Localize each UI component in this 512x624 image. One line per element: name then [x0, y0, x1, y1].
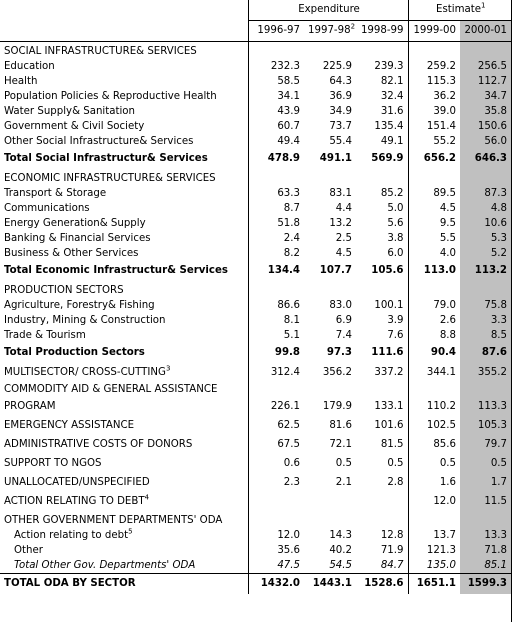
value-cell: 79.7 — [460, 435, 511, 454]
row-label-text: Health — [4, 76, 38, 87]
value-cell: 54.5 — [329, 560, 352, 571]
value-cell: 5.1 — [248, 328, 304, 343]
row-label-text: Population Policies & Reproductive Health — [4, 91, 217, 102]
value-cell: 31.6 — [380, 106, 404, 117]
value-cell: 99.8 — [248, 343, 304, 363]
value-cell — [356, 492, 408, 511]
table-row — [0, 543, 511, 558]
row-label — [0, 169, 248, 186]
value-cell: 656.2 — [408, 149, 460, 169]
value-cell: 1528.6 — [356, 574, 408, 595]
value-cell: 12.0 — [248, 528, 304, 543]
value-cell: 13.3 — [460, 528, 511, 543]
category-row — [0, 397, 511, 416]
value-cell — [460, 42, 511, 60]
value-cell: 7.4 — [335, 330, 352, 341]
row-label — [0, 89, 248, 104]
row-label-text: SOCIAL INFRASTRUCTURE& SERVICES — [4, 46, 197, 57]
table-row — [0, 104, 511, 119]
value-cell: 1.7 — [460, 473, 511, 492]
section-heading — [0, 42, 511, 60]
value-cell: 8.1 — [248, 313, 304, 328]
value-cell: 58.5 — [248, 74, 304, 89]
value-cell: 2.1 — [335, 477, 352, 488]
table-row — [0, 59, 511, 74]
value-cell: 67.5 — [248, 435, 304, 454]
expenditure-header: Expenditure — [248, 0, 408, 21]
value-cell: 87.6 — [460, 343, 511, 363]
row-label — [0, 313, 248, 328]
category-row — [0, 454, 511, 473]
value-cell: 1651.1 — [408, 574, 460, 595]
row-label — [0, 473, 248, 492]
value-cell: 62.5 — [248, 416, 304, 435]
row-label-text: OTHER GOVERNMENT DEPARTMENTS' ODA — [4, 515, 223, 526]
year-header: 1996-97 — [248, 21, 304, 42]
value-cell: 646.3 — [460, 149, 511, 169]
value-cell: 105.6 — [371, 265, 404, 276]
value-cell: 256.5 — [460, 59, 511, 74]
value-cell: 115.3 — [408, 74, 460, 89]
row-label-text: PRODUCTION SECTORS — [4, 285, 124, 296]
subtotal-row — [0, 343, 511, 363]
value-cell: 85.1 — [460, 558, 511, 574]
row-label — [0, 574, 248, 595]
value-cell: 83.1 — [329, 188, 352, 199]
section-heading — [0, 281, 511, 298]
value-cell: 87.3 — [460, 186, 511, 201]
value-cell: 11.5 — [460, 492, 511, 511]
row-label — [0, 397, 248, 416]
value-cell: 36.9 — [329, 91, 352, 102]
row-label-text: Total Production Sectors — [4, 347, 145, 358]
value-cell: 85.6 — [408, 435, 460, 454]
value-cell: 34.7 — [460, 89, 511, 104]
value-cell: 150.6 — [460, 119, 511, 134]
value-cell: 1.6 — [408, 473, 460, 492]
table-row — [0, 231, 511, 246]
value-cell: 51.8 — [248, 216, 304, 231]
row-label — [0, 543, 248, 558]
value-cell: 35.6 — [248, 543, 304, 558]
value-cell: 63.3 — [248, 186, 304, 201]
value-cell: 13.2 — [329, 218, 352, 229]
value-cell: 90.4 — [408, 343, 460, 363]
row-label — [0, 528, 248, 543]
category-row — [0, 435, 511, 454]
value-cell — [248, 511, 304, 528]
value-cell: 97.3 — [326, 347, 352, 358]
value-cell: 232.3 — [248, 59, 304, 74]
value-cell: 40.2 — [329, 545, 352, 556]
value-cell: 239.3 — [374, 61, 404, 72]
value-cell: 2.5 — [335, 233, 352, 244]
row-label-text: Trade & Tourism — [4, 330, 86, 341]
value-cell: 82.1 — [380, 76, 404, 87]
value-cell: 55.4 — [329, 136, 352, 147]
value-cell: 86.6 — [248, 298, 304, 313]
value-cell — [248, 42, 304, 60]
subtotal-row — [0, 261, 511, 281]
value-cell: 34.9 — [329, 106, 352, 117]
value-cell — [356, 42, 408, 60]
value-cell: 9.5 — [408, 216, 460, 231]
table-row — [0, 201, 511, 216]
value-cell: 133.1 — [374, 401, 404, 412]
value-cell: 1443.1 — [304, 574, 356, 595]
header-group-row — [0, 0, 511, 21]
value-cell: 312.4 — [248, 363, 304, 382]
estimate-footnote: 1 — [481, 1, 486, 10]
row-label — [0, 149, 248, 169]
category-row — [0, 363, 511, 382]
value-cell: 135.0 — [408, 558, 460, 574]
row-label — [0, 298, 248, 313]
value-cell: 0.5 — [387, 458, 404, 469]
footnote-marker: 3 — [165, 364, 171, 373]
value-cell: 1599.3 — [460, 574, 511, 595]
row-label-text: Business & Other Services — [4, 248, 139, 259]
value-cell: 81.6 — [329, 420, 352, 431]
value-cell: 135.4 — [374, 121, 404, 132]
value-cell: 4.5 — [335, 248, 352, 259]
value-cell: 121.3 — [408, 543, 460, 558]
row-label-text: SUPPORT TO NGOS — [4, 458, 102, 469]
year-header: $1997-98^2$ — [304, 21, 356, 42]
value-cell — [304, 42, 356, 60]
table-row — [0, 89, 511, 104]
row-label — [0, 511, 248, 528]
value-cell — [408, 42, 460, 60]
row-label-text: Agriculture, Forestry& Fishing — [4, 300, 155, 311]
section-heading — [0, 169, 511, 186]
header-year-row — [0, 21, 511, 42]
value-cell: 35.8 — [460, 104, 511, 119]
value-cell: 110.2 — [408, 397, 460, 416]
row-label — [0, 42, 248, 60]
value-cell: 75.8 — [460, 298, 511, 313]
table-row — [0, 328, 511, 343]
value-cell: 491.1 — [319, 153, 352, 164]
value-cell: 56.0 — [460, 134, 511, 149]
row-label-text: Education — [4, 61, 55, 72]
value-cell — [248, 492, 304, 511]
value-cell: 2.8 — [387, 477, 404, 488]
row-label — [0, 59, 248, 74]
value-cell: 3.8 — [387, 233, 404, 244]
table-row — [0, 246, 511, 261]
value-cell: 113.0 — [408, 261, 460, 281]
category-row — [0, 473, 511, 492]
value-cell: 10.6 — [460, 216, 511, 231]
row-label-text: Total Economic Infrastructur& Services — [4, 265, 228, 276]
table-row — [0, 134, 511, 149]
row-label-text: MULTISECTOR/ CROSS-CUTTING — [4, 367, 166, 378]
value-cell: 5.3 — [460, 231, 511, 246]
value-cell: 0.5 — [335, 458, 352, 469]
value-cell: 0.6 — [248, 454, 304, 473]
value-cell: 85.2 — [380, 188, 404, 199]
value-cell: 151.4 — [408, 119, 460, 134]
value-cell: 47.5 — [248, 558, 304, 574]
value-cell: 83.0 — [329, 300, 352, 311]
value-cell: 226.1 — [248, 397, 304, 416]
value-cell: 8.7 — [248, 201, 304, 216]
value-cell: 8.2 — [248, 246, 304, 261]
row-label-text: Other — [14, 545, 43, 556]
value-cell — [460, 169, 511, 186]
value-cell — [408, 382, 460, 397]
year-header: 1998-99 — [356, 21, 408, 42]
value-cell — [248, 281, 304, 298]
value-cell: 105.3 — [460, 416, 511, 435]
category-row — [0, 416, 511, 435]
value-cell: 4.8 — [460, 201, 511, 216]
value-cell — [304, 492, 356, 511]
value-cell — [460, 281, 511, 298]
value-cell: 478.9 — [248, 149, 304, 169]
value-cell: 8.5 — [460, 328, 511, 343]
value-cell — [408, 281, 460, 298]
value-cell: 81.5 — [380, 439, 404, 450]
value-cell: 113.2 — [460, 261, 511, 281]
row-label-text: Total Social Infrastructur& Services — [4, 153, 208, 164]
value-cell: 5.2 — [460, 246, 511, 261]
value-cell: 2.4 — [248, 231, 304, 246]
row-label-text: Banking & Financial Services — [4, 233, 151, 244]
value-cell: 34.1 — [248, 89, 304, 104]
row-label — [0, 104, 248, 119]
row-label-text: Other Social Infrastructure& Services — [4, 136, 194, 147]
value-cell: 100.1 — [374, 300, 404, 311]
row-label-text: Action relating to debt — [14, 530, 129, 541]
row-label-text: ADMINISTRATIVE COSTS OF DONORS — [4, 439, 193, 450]
value-cell: 32.4 — [380, 91, 404, 102]
row-label — [0, 216, 248, 231]
value-cell — [460, 511, 511, 528]
table-row — [0, 119, 511, 134]
value-cell: 71.8 — [460, 543, 511, 558]
value-cell — [356, 511, 408, 528]
value-cell: 3.3 — [460, 313, 511, 328]
value-cell: 14.3 — [329, 530, 352, 541]
value-cell — [356, 382, 408, 397]
row-label-text: Industry, Mining & Construction — [4, 315, 166, 326]
value-cell: 179.9 — [322, 401, 352, 412]
value-cell: 0.5 — [408, 454, 460, 473]
row-label — [0, 281, 248, 298]
value-cell: 3.9 — [387, 315, 404, 326]
row-label-text: ACTION RELATING TO DEBT — [4, 496, 145, 507]
value-cell: 355.2 — [460, 363, 511, 382]
value-cell: 8.8 — [408, 328, 460, 343]
value-cell: 356.2 — [322, 367, 352, 378]
value-cell: 134.4 — [248, 261, 304, 281]
value-cell: 12.0 — [408, 492, 460, 511]
table-row — [0, 186, 511, 201]
row-label — [0, 261, 248, 281]
value-cell: 79.0 — [408, 298, 460, 313]
value-cell — [248, 169, 304, 186]
subtotal-row — [0, 558, 511, 574]
value-cell — [408, 511, 460, 528]
value-cell: 1432.0 — [248, 574, 304, 595]
value-cell: 64.3 — [329, 76, 352, 87]
value-cell: 60.7 — [248, 119, 304, 134]
row-label — [0, 435, 248, 454]
row-label-text: Transport & Storage — [4, 188, 107, 199]
row-label — [0, 416, 248, 435]
value-cell: 13.7 — [408, 528, 460, 543]
row-label-text: Government & Civil Society — [4, 121, 145, 132]
row-label — [0, 231, 248, 246]
row-label — [0, 492, 248, 511]
row-label — [0, 134, 248, 149]
value-cell — [356, 169, 408, 186]
row-label — [0, 558, 248, 574]
value-cell: 4.0 — [408, 246, 460, 261]
value-cell: 89.5 — [408, 186, 460, 201]
value-cell: 73.7 — [329, 121, 352, 132]
value-cell: 49.1 — [380, 136, 404, 147]
table-row — [0, 216, 511, 231]
value-cell: 12.8 — [380, 530, 404, 541]
value-cell — [304, 281, 356, 298]
value-cell: 4.5 — [408, 201, 460, 216]
year-header: 2000-01 — [460, 21, 511, 42]
value-cell: 72.1 — [329, 439, 352, 450]
value-cell: 344.1 — [408, 363, 460, 382]
value-cell: 7.6 — [387, 330, 404, 341]
row-label — [0, 201, 248, 216]
value-cell: 337.2 — [374, 367, 404, 378]
value-cell: 84.7 — [380, 560, 404, 571]
subtotal-row — [0, 149, 511, 169]
row-label-text: TOTAL ODA BY SECTOR — [4, 578, 136, 589]
section-heading — [0, 511, 511, 528]
value-cell: 0.5 — [460, 454, 511, 473]
row-label — [0, 186, 248, 201]
row-label — [0, 328, 248, 343]
value-cell: 102.5 — [408, 416, 460, 435]
estimate-header: Estimate$^1$ — [408, 0, 511, 21]
value-cell: 6.9 — [335, 315, 352, 326]
table-row — [0, 313, 511, 328]
row-label-text: COMMODITY AID & GENERAL ASSISTANCE — [4, 384, 218, 395]
value-cell — [304, 511, 356, 528]
value-cell: 55.2 — [408, 134, 460, 149]
row-label-text: Water Supply& Sanitation — [4, 106, 135, 117]
value-cell: 5.5 — [408, 231, 460, 246]
table-row — [0, 298, 511, 313]
row-label — [0, 382, 248, 397]
value-cell: 113.3 — [460, 397, 511, 416]
value-cell: 107.7 — [319, 265, 352, 276]
value-cell — [248, 382, 304, 397]
value-cell: 259.2 — [408, 59, 460, 74]
category-row — [0, 492, 511, 511]
value-cell: 2.3 — [248, 473, 304, 492]
value-cell: 43.9 — [248, 104, 304, 119]
table-row — [0, 74, 511, 89]
value-cell: 49.4 — [248, 134, 304, 149]
value-cell: 5.0 — [387, 203, 404, 214]
row-label-text: Communications — [4, 203, 90, 214]
row-label-text: EMERGENCY ASSISTANCE — [4, 420, 135, 431]
row-label-text: ECONOMIC INFRASTRUCTURE& SERVICES — [4, 173, 216, 184]
value-cell: 111.6 — [371, 347, 404, 358]
row-label-text: Total Other Gov. Departments' ODA — [14, 560, 196, 571]
row-label — [0, 363, 248, 382]
value-cell: 2.6 — [408, 313, 460, 328]
value-cell: 569.9 — [371, 153, 404, 164]
row-label-text: UNALLOCATED/UNSPECIFIED — [4, 477, 150, 488]
category-row-continued — [0, 382, 511, 397]
row-label — [0, 454, 248, 473]
row-label — [0, 246, 248, 261]
value-cell: 112.7 — [460, 74, 511, 89]
value-cell: 101.6 — [374, 420, 404, 431]
row-label-text: PROGRAM — [4, 401, 56, 412]
value-cell — [304, 169, 356, 186]
value-cell: 225.9 — [322, 61, 352, 72]
table-row — [0, 528, 511, 543]
value-cell: 4.4 — [335, 203, 352, 214]
value-cell: 71.9 — [380, 545, 404, 556]
value-cell — [304, 382, 356, 397]
value-cell: 6.0 — [387, 248, 404, 259]
value-cell — [408, 169, 460, 186]
footnote-marker: 5 — [128, 527, 133, 536]
footnote-marker: 4 — [144, 493, 150, 502]
row-label — [0, 343, 248, 363]
value-cell: 36.2 — [408, 89, 460, 104]
row-label-text: Energy Generation& Supply — [4, 218, 146, 229]
grand-total-row — [0, 574, 511, 595]
year-header: 1999-00 — [408, 21, 460, 42]
value-cell — [356, 281, 408, 298]
row-label — [0, 74, 248, 89]
value-cell: 39.0 — [408, 104, 460, 119]
row-label — [0, 119, 248, 134]
value-cell: 5.6 — [387, 218, 404, 229]
value-cell — [460, 382, 511, 397]
